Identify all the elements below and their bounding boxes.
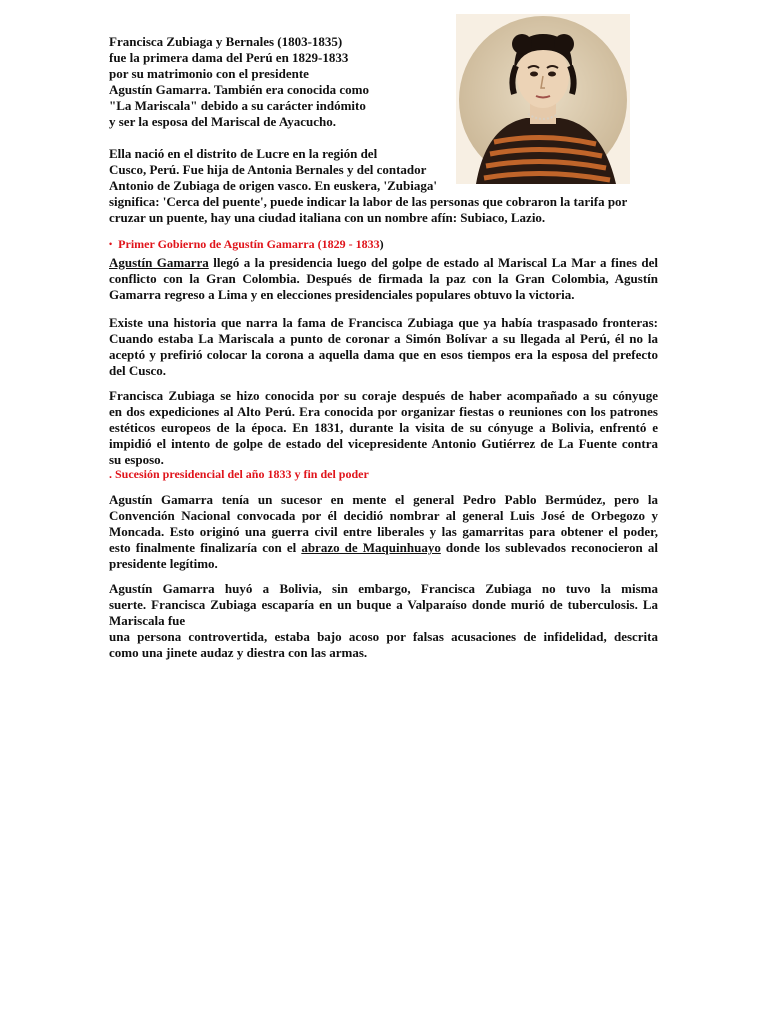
para3-line-5: su esposo. [109,452,164,467]
intro-line-5: "La Mariscala" debido a su carácter indómito [109,98,366,113]
para4-line-3: Moncada. Esto originó una guerra civil entre liberales y las gamarritas para obtener el poder, [109,524,658,539]
para3-line-2: en dos expediciones al Alto Perú. Era conocida por organizar fiestas o reuniones con los patrones [109,404,658,419]
para5-line-2: suerte. Francisca Zubiaga escaparía en un buque a Valparaíso donde murió de tuberculosis. La [109,597,658,612]
intro-line-3: por su matrimonio con el presidente [109,66,309,81]
para2-line-1: Existe una historia que narra la fama de Francisca Zubiaga que ya había traspasado fronteras: [109,315,658,330]
para1-line-1 [109,255,658,271]
para5-line-3: Mariscala fue [109,613,186,628]
intro-line-1: Francisca Zubiaga y Bernales (1803-1835) [109,34,343,49]
para4-line-1: Agustín Gamarra tenía un sucesor en mente el general Pedro Pablo Bermúdez, pero la [109,492,658,507]
para3-line-3: estéticos europeos de la época. En 1831, durante la visita de su cónyuge a Bolivia, enfrentó e [109,420,658,435]
para1-line-1-text: llegó a la presidencia luego del golpe de estado al Mariscal La Mar a fines del [208,255,658,270]
abrazo-de-maquinhuayo-link[interactable]: abrazo de Maquinhuayo [301,540,441,555]
para2-line-2: Cuando estaba La Mariscala a punto de coronar a Simón Bolívar a su llegada al Perú, él no la [109,331,658,346]
para4-line-4 [109,540,658,556]
birth-line-4: significa: 'Cerca del puente', puede indicar la labor de las personas que cobraron la tarifa por [109,194,628,209]
portrait-image [456,14,630,184]
para1-line-3: Gamarra regreso a Lima y en elecciones presidenciales populares obtuvo la victoria. [109,287,575,302]
para1-line-2: conflicto con la Gran Colombia. Después de firmada la paz con la Gran Colombia, Agustín [109,271,658,286]
intro-line-6: y ser la esposa del Mariscal de Ayacucho. [109,114,337,129]
para5-line-1: Agustín Gamarra huyó a Bolivia, sin embargo, Francisca Zubiaga no tuvo la misma [109,581,658,596]
para5-line-5: como una jinete audaz y diestra con las armas. [109,645,368,660]
para3-line-4: impidió el intento de golpe de estado del vicepresidente Antonio Gutiérrez de La Fuente contra [109,436,658,451]
para4-line-5: presidente legítimo. [109,556,218,571]
bullet-icon: • [109,239,113,249]
para4-line-4-pre: esto finalmente finalizaría con el [109,540,302,555]
para2-line-4: del Cusco. [109,363,167,378]
birth-line-1: Ella nació en el distrito de Lucre en la región del [109,146,378,161]
intro-line-2: fue la primera dama del Perú en 1829-1833 [109,50,349,65]
birth-line-2: Cusco, Perú. Fue hija de Antonia Bernales y del contador [109,162,427,177]
intro-line-4: Agustín Gamarra. También era conocida como [109,82,369,97]
para4-line-2: Convención Nacional convocada por él decidió nombrar al general Luis José de Orbegozo y [109,508,658,523]
birth-line-3: Antonio de Zubiaga de origen vasco. En euskera, 'Zubiaga' [109,178,437,193]
section-heading-text: Primer Gobierno de Agustín Gamarra (1829 - 1833 [118,237,380,251]
birth-line-5: cruzar un puente, hay una ciudad italiana con un nombre afín: Subiaco, Lazio. [109,210,546,225]
section-heading-close: ) [379,237,384,251]
para2-line-3: aceptó y prefirió colocar la corona a aquella dama que en esos tiempos era la esposa del prefecto [109,347,658,362]
para3-line-1: Francisca Zubiaga se hizo conocida por su coraje después de haber acompañado a su cónyuge [109,388,658,403]
para4-line-4-post: donde los sublevados reconocieron al [440,540,658,555]
section-heading-first-government [109,236,384,253]
para5-line-4: una persona controvertida, estaba bajo acoso por falsas acusaciones de infidelidad, descrita [109,629,658,644]
agustin-gamarra-link[interactable]: Agustín Gamarra [109,255,209,270]
section-heading-succession: . Sucesión presidencial del año 1833 y fin del poder [109,467,369,481]
